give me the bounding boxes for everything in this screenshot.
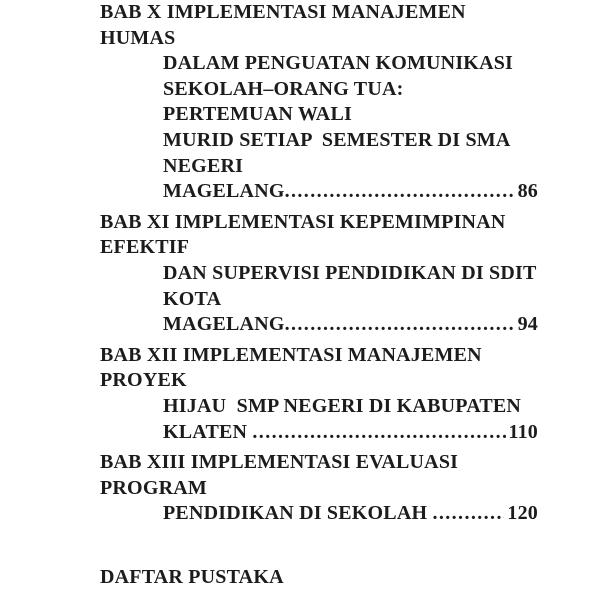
toc-entry-line: BAB XII IMPLEMENTASI MANAJEMEN PROYEK (100, 343, 487, 392)
toc-entry-text: MAGELANG (163, 180, 285, 203)
page-number: 94 (517, 313, 538, 336)
toc-entry-leader-line (100, 179, 538, 205)
toc-entry-text: MAGELANG (163, 313, 285, 336)
toc-entry-text: PENDIDIKAN DI SEKOLAH (163, 502, 433, 525)
toc-entry (100, 210, 542, 338)
dot-leader (285, 179, 515, 205)
toc-entry-line: MURID SETIAP SEMESTER DI SMA NEGERI (163, 128, 515, 177)
dot-leader (432, 501, 504, 527)
toc-entry-line: SEKOLAH–ORANG TUA: PERTEMUAN WALI (163, 77, 409, 126)
toc-entry-line: HIJAU SMP NEGERI DI KABUPATEN (163, 394, 522, 417)
toc-entry-line: DAN SUPERVISI PENDIDIKAN DI SDIT KOTA (163, 261, 542, 310)
toc-entry-leader-line (100, 420, 538, 446)
toc-entry-line: BAB XI IMPLEMENTASI KEPEMIMPINAN EFEKTIF (100, 210, 511, 259)
toc-entry (100, 450, 538, 527)
toc-entry-line: BAB X IMPLEMENTASI MANAJEMEN HUMAS (100, 1, 471, 49)
page-number: 86 (517, 180, 538, 203)
toc-entry-line: DALAM PENGUATAN KOMUNIKASI (163, 52, 514, 75)
bibliography-heading: DAFTAR PUSTAKA (100, 565, 284, 588)
dot-leader (252, 420, 505, 446)
toc-entry-leader-line (100, 312, 538, 338)
toc-entry-line: BAB XIII IMPLEMENTASI EVALUASI PROGRAM (100, 451, 464, 499)
toc-entry-leader-line (100, 501, 538, 527)
table-of-contents (100, 0, 542, 590)
page-number: 110 (508, 420, 538, 443)
toc-entry (100, 343, 538, 445)
page-number: 120 (507, 502, 538, 525)
dot-leader (285, 312, 515, 338)
toc-entry-text: KLATEN (163, 420, 253, 443)
toc-entry (100, 0, 538, 205)
